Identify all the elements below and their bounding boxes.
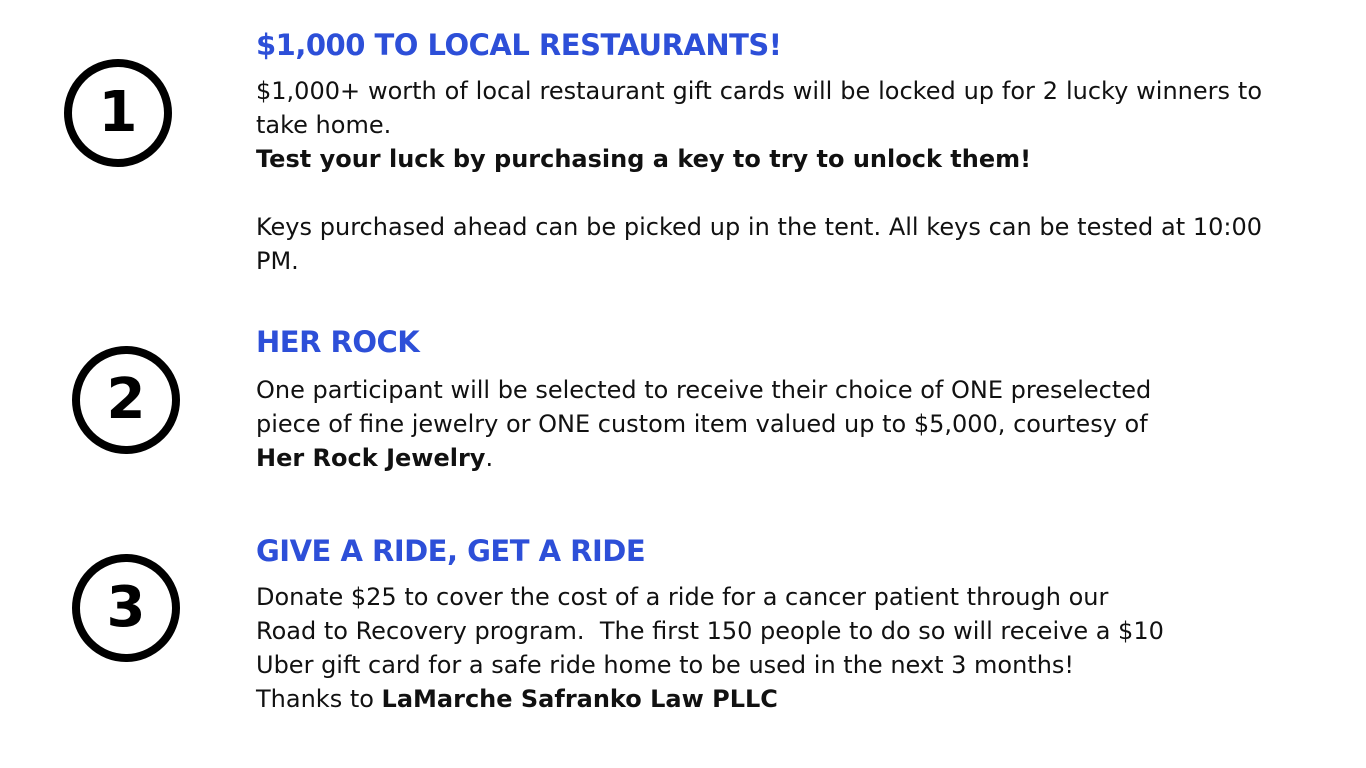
number-badge-1: 1 bbox=[64, 59, 172, 167]
her-rock-description bbox=[256, 373, 1156, 475]
give-a-ride-thanks bbox=[256, 682, 1316, 716]
paragraph-spacer bbox=[256, 176, 1262, 210]
her-rock-description-text: One participant will be selected to receive their choice of ONE preselected piece of fine jewelry or ONE custom item valued up to $5,000, courtesy of bbox=[256, 376, 1152, 438]
give-a-ride-line-2: Road to Recovery program. The first 150 people to do so will receive a $10 bbox=[256, 617, 1164, 645]
section-heading-restaurants: $1,000 TO LOCAL RESTAURANTS! bbox=[256, 28, 782, 62]
restaurants-call-to-action: Test your luck by purchasing a key to try to unlock them! bbox=[256, 145, 1032, 173]
section-heading-her-rock: HER ROCK bbox=[256, 325, 420, 359]
restaurants-description: $1,000+ worth of local restaurant gift cards will be locked up for 2 lucky winners to take home. bbox=[256, 77, 1262, 139]
section-heading-give-a-ride: GIVE A RIDE, GET A RIDE bbox=[256, 534, 646, 568]
her-rock-sponsor-name: Her Rock Jewelry bbox=[256, 444, 486, 472]
give-a-ride-line-3: Uber gift card for a safe ride home to be used in the next 3 months! bbox=[256, 651, 1075, 679]
give-a-ride-line-1: Donate $25 to cover the cost of a ride for a cancer patient through our bbox=[256, 583, 1109, 611]
thanks-prefix: Thanks to bbox=[256, 685, 382, 713]
her-rock-description-end: . bbox=[485, 444, 494, 472]
section-restaurants-content bbox=[256, 28, 1262, 278]
restaurants-key-pickup-info: Keys purchased ahead can be picked up in the tent. All keys can be tested at 10:00 PM. bbox=[256, 213, 1262, 275]
number-badge-2: 2 bbox=[72, 346, 180, 454]
number-badge-3: 3 bbox=[72, 554, 180, 662]
section-her-rock-content bbox=[256, 325, 1156, 475]
section-give-a-ride-content bbox=[256, 534, 1316, 716]
sponsor-name-lamarche: LaMarche Safranko Law PLLC bbox=[381, 685, 778, 713]
